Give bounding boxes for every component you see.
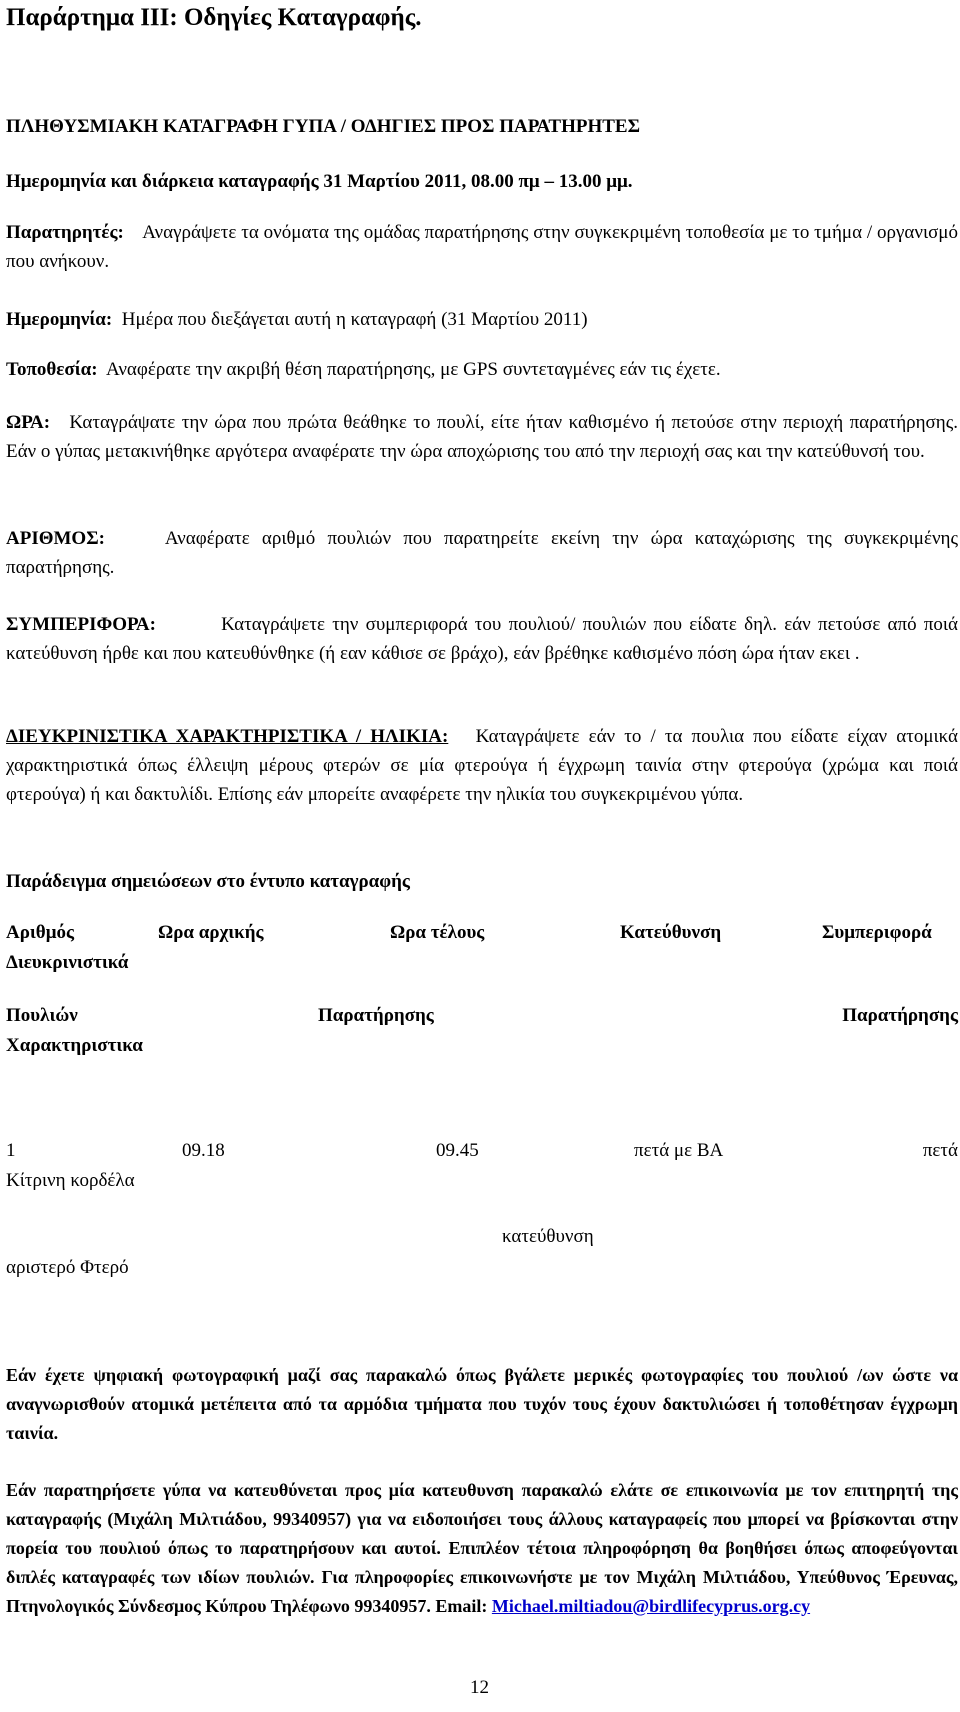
data-direction-cont: κατεύθυνση (502, 1226, 594, 1247)
page-title: Παράρτημα ΙΙΙ: Οδηγίες Καταγραφής. (6, 4, 422, 31)
example-data-row2 (6, 1226, 958, 1256)
date-paragraph (6, 305, 958, 334)
data-feature-wing: αριστερό Φτερό (6, 1257, 129, 1278)
date-label: Ημερομηνία: (6, 309, 113, 330)
features-text: Καταγράψετε εάν το / τα πουλια που είδατε είχαν ατομικά χαρακτηριστικά όπως έλλειψη μέρους φτερών σε μία φτερούγα ή έγχρωμη ταινία στην φτερούγα (χρώμα και ποιά φτερούγα) ή και δακτυλίδι. Επίσης εάν μπορείτε αναφέρετε την ηλικία του συγκεκριμένου γύπα. (6, 726, 959, 805)
col-header-observation-2: Παρατήρησης (842, 1005, 958, 1026)
col-header-observation-1: Παρατήρησης (318, 1005, 434, 1026)
contact-note (6, 1476, 958, 1621)
location-text: Αναφέρατε την ακριβή θέση παρατήρησης, με GPS συντεταγμένες εάν τις έχετε. (106, 359, 721, 380)
data-direction: πετά με ΒΑ (634, 1140, 724, 1161)
col-header-direction: Κατεύθυνση (620, 922, 722, 943)
number-label: ΑΡΙΘΜΟΣ: (6, 528, 105, 549)
example-header-row1b (6, 952, 958, 982)
location-paragraph (6, 355, 958, 384)
data-number: 1 (6, 1140, 16, 1161)
data-start-time: 09.18 (182, 1140, 225, 1161)
example-header-row1 (6, 922, 958, 952)
observers-text: Αναγράψετε τα ονόματα της ομάδας παρατήρησης στην συγκεκριμένη τοποθεσία με το τμήμα / οργανισμό που ανήκουν. (6, 222, 958, 272)
features-label: ΔΙΕΥΚΡΙΝΙΣΤΙΚΑ ΧΑΡΑΚΤΗΡΙΣΤΙΚΑ / ΗΛΙΚΙΑ: (6, 726, 449, 747)
example-data-row1 (6, 1140, 958, 1170)
observers-paragraph (6, 218, 958, 276)
example-data-row1b (6, 1170, 958, 1200)
col-header-end-time: Ωρα τέλους (390, 922, 485, 943)
example-heading: Παράδειγμα σημειώσεων στο έντυπο καταγραφής (6, 871, 410, 892)
col-header-start-time: Ωρα αρχικής (158, 922, 264, 943)
col-header-behaviour: Συμπεριφορά (822, 922, 932, 943)
contact-note-text: Εάν παρατηρήσετε γύπα να κατευθύνεται προς μία κατευθυνση παρακαλώ ελάτε σε επικοινωνία με τον επιτηρητή της καταγραφής (Μιχάλη Μιλτιάδου, 99340957) για να ειδοποιήσει τους άλλους καταγραφείς που μπορεί να βρίσκονται στην πορεία του πουλιού όπως το παρατηρήσουν και αυτοί. Επιπλέον τέτοια πληροφόρηση θα βοηθήσει όπως αποφεύγονται διπλές καταγραφές των ιδίων πουλιών. Για πληροφορίες επικοινωνήστε με τον Μιχάλη Μιλτιάδου, Υπεύθυνος Έρευνας, Πτηνολογικός Σύνδεσμος Κύπρου Τηλέφωνο 99340957. Email: (6, 1480, 958, 1616)
col-header-characteristics: Χαρακτηριστικα (6, 1035, 143, 1056)
behaviour-label: ΣΥΜΠΕΡΙΦΟΡΑ: (6, 614, 156, 635)
time-paragraph (6, 408, 958, 466)
features-paragraph (6, 722, 958, 809)
observers-label: Παρατηρητές: (6, 222, 124, 243)
number-text: Αναφέρατε αριθμό πουλιών που παρατηρείτε εκείνη την ώρα καταχώρισης της συγκεκριμένης παρατήρησης. (6, 528, 959, 578)
time-text: Καταγράψατε την ώρα που πρώτα θεάθηκε το πουλί, είτε ήταν καθισμένο ή πετούσε στην περιοχή παρατήρησης. Εάν ο γύπας μετακινήθηκε αργότερα αναφέρατε την ώρα αποχώρισης του από την περιοχή σας και την κατεύθυνσή του. (6, 412, 958, 462)
col-header-features: Διευκρινιστικά (6, 952, 129, 973)
example-data-row3 (6, 1257, 958, 1287)
date-duration-line: Ημερομηνία και διάρκεια καταγραφής 31 Μαρτίου 2011, 08.00 πμ – 13.00 μμ. (6, 171, 633, 192)
date-text: Ημέρα που διεξάγεται αυτή η καταγραφή (31 Μαρτίου 2011) (121, 309, 588, 330)
time-label: ΩΡΑ: (6, 412, 51, 433)
col-header-number: Αριθμός (6, 922, 74, 943)
col-header-birds: Πουλιών (6, 1005, 78, 1026)
example-header-row2 (6, 1005, 958, 1035)
behaviour-paragraph (6, 610, 958, 668)
section-heading: ΠΛΗΘΥΣΜΙΑΚΗ ΚΑΤΑΓΡΑΦΗ ΓΥΠΑ / ΟΔΗΓΙΕΣ ΠΡΟΣ ΠΑΡΑΤΗΡΗΤΕΣ (6, 116, 640, 137)
location-label: Τοποθεσία: (6, 359, 98, 380)
photo-note: Εάν έχετε ψηφιακή φωτογραφική μαζί σας παρακαλώ όπως βγάλετε μερικές φωτογραφίες του πουλιού /ων ώστε να αναγνωρισθούν ατομικά μετέπειτα από τα αρμόδια τμήματα που τυχόν τους έχουν δακτυλιώσει ή τοποθέτησαν έγχρωμη ταινία. (6, 1365, 958, 1443)
data-end-time: 09.45 (436, 1140, 479, 1161)
example-header-row2b (6, 1035, 958, 1065)
contact-email-link[interactable]: Michael.miltiadou@birdlifecyprus.org.cy (491, 1596, 811, 1616)
data-behaviour: πετά (922, 1140, 958, 1161)
data-feature-ribbon: Κίτρινη κορδέλα (6, 1170, 135, 1191)
page-number: 12 (470, 1677, 489, 1698)
number-paragraph (6, 524, 958, 582)
behaviour-text: Καταγράψετε την συμπεριφορά του πουλιού/ πουλιών που είδατε δηλ. εάν πετούσε από ποιά κατεύθυνση ήρθε και που κατευθύνθηκε (ή εαν κάθισε σε βράχο), εάν βρέθηκε καθισμένο πόση ώρα ήταν εκει . (6, 614, 959, 664)
